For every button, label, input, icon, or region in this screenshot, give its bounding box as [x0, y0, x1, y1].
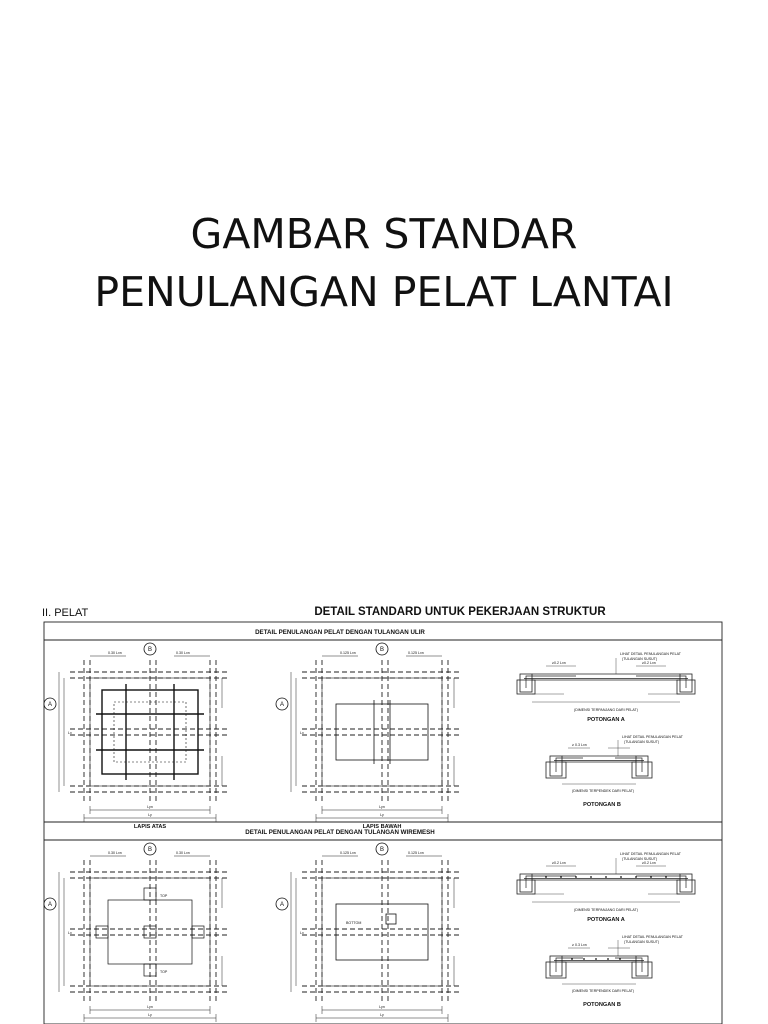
svg-text:B: B [147, 847, 153, 854]
svg-text:B: B [379, 847, 385, 854]
svg-text:0.125 Lxn: 0.125 Lxn [408, 851, 424, 855]
plan-lapis-atas-ulir [44, 643, 230, 830]
svg-text:(TULANGAN SUSUT): (TULANGAN SUSUT) [624, 940, 660, 944]
svg-text:Lyn: Lyn [147, 1005, 153, 1009]
plan-lapis-bawah-wiremesh [276, 843, 462, 1024]
svg-text:(DIMENSI TERPANJANG DARI PELAT: (DIMENSI TERPANJANG DARI PELAT) [574, 908, 638, 912]
svg-text:Lx: Lx [300, 931, 304, 935]
svg-text:A: A [279, 702, 285, 709]
svg-text:Ly: Ly [148, 813, 152, 817]
label-potongan-a: POTONGAN A [587, 717, 625, 723]
svg-text:A: A [279, 902, 285, 909]
svg-text:B: B [379, 647, 385, 654]
svg-text:(TULANGAN SUSUT): (TULANGAN SUSUT) [622, 657, 658, 661]
label-potongan-a: POTONGAN A [587, 917, 625, 923]
section-2-title: DETAIL PENULANGAN PELAT DENGAN TULANGAN WIREMESH [245, 829, 435, 836]
svg-text:0.30 Lxn: 0.30 Lxn [176, 851, 190, 855]
section-b-wiremesh [546, 935, 684, 1008]
drawing-main-title: DETAIL STANDARD UNTUK PEKERJAAN STRUKTUR [314, 606, 606, 618]
svg-text:0.30 Lxn: 0.30 Lxn [108, 651, 122, 655]
plan-lapis-atas-wiremesh [44, 843, 230, 1024]
svg-text:0.125 Lxn: 0.125 Lxn [340, 851, 356, 855]
slide-title [0, 205, 768, 321]
svg-text:Ly: Ly [380, 1013, 384, 1017]
svg-text:(TULANGAN SUSUT): (TULANGAN SUSUT) [622, 857, 658, 861]
svg-text:≥0.2 Lxn: ≥0.2 Lxn [552, 861, 566, 865]
section-a-ulir [517, 652, 695, 723]
label-lapis-bawah: LAPIS BAWAH [362, 824, 402, 830]
slide-title-line-2: PENULANGAN PELAT LANTAI [94, 268, 674, 316]
svg-text:BOTTOM: BOTTOM [346, 921, 362, 925]
svg-text:(DIMENSI TERPENDEK DARI PELAT): (DIMENSI TERPENDEK DARI PELAT) [572, 989, 634, 993]
svg-text:≥0.2 Lxn: ≥0.2 Lxn [642, 661, 656, 665]
svg-text:Ly: Ly [380, 813, 384, 817]
svg-text:≥0.2 Lxn: ≥0.2 Lxn [552, 661, 566, 665]
svg-text:0.30 Lxn: 0.30 Lxn [108, 851, 122, 855]
svg-text:Lyn: Lyn [147, 805, 153, 809]
svg-text:(DIMENSI TERPENDEK DARI PELAT): (DIMENSI TERPENDEK DARI PELAT) [572, 789, 634, 793]
svg-text:Ly: Ly [148, 1013, 152, 1017]
section-label: II. PELAT [42, 607, 89, 619]
svg-text:Lyn: Lyn [379, 1005, 385, 1009]
svg-text:≥ 0.3 Lxn: ≥ 0.3 Lxn [572, 743, 587, 747]
svg-text:(DIMENSI TERPANJANG DARI PELAT: (DIMENSI TERPANJANG DARI PELAT) [574, 708, 638, 712]
structural-drawing [40, 600, 724, 1024]
svg-text:LIHAT DETAIL PENULANGAN PELAT: LIHAT DETAIL PENULANGAN PELAT [622, 935, 683, 939]
svg-text:A: A [47, 902, 53, 909]
svg-text:(TULANGAN SUSUT): (TULANGAN SUSUT) [624, 740, 660, 744]
slide-title-line-1: GAMBAR STANDAR [190, 210, 578, 258]
svg-text:≥0.2 Lxn: ≥0.2 Lxn [642, 861, 656, 865]
svg-text:TOP: TOP [160, 970, 168, 974]
svg-text:Lx: Lx [68, 931, 72, 935]
label-potongan-b: POTONGAN B [583, 802, 621, 808]
svg-text:B: B [147, 647, 153, 654]
svg-text:LIHAT DETAIL PENULANGAN PELAT: LIHAT DETAIL PENULANGAN PELAT [620, 852, 681, 856]
svg-text:Lx: Lx [68, 731, 72, 735]
section-b-ulir [546, 735, 684, 808]
svg-text:0.125 Lxn: 0.125 Lxn [340, 651, 356, 655]
svg-text:LIHAT DETAIL PENULANGAN PELAT: LIHAT DETAIL PENULANGAN PELAT [622, 735, 683, 739]
svg-text:A: A [47, 702, 53, 709]
section-1-title: DETAIL PENULANGAN PELAT DENGAN TULANGAN ULIR [255, 629, 425, 636]
svg-text:0.125 Lxn: 0.125 Lxn [408, 651, 424, 655]
svg-text:≥ 0.3 Lxn: ≥ 0.3 Lxn [572, 943, 587, 947]
svg-text:Lx: Lx [300, 731, 304, 735]
section-a-wiremesh [517, 852, 695, 923]
svg-text:LIHAT DETAIL PENULANGAN PELAT: LIHAT DETAIL PENULANGAN PELAT [620, 652, 681, 656]
label-lapis-atas: LAPIS ATAS [133, 824, 167, 830]
svg-text:0.30 Lxn: 0.30 Lxn [176, 651, 190, 655]
plan-lapis-bawah-ulir [276, 643, 462, 830]
label-potongan-b: POTONGAN B [583, 1002, 621, 1008]
svg-text:Lyn: Lyn [379, 805, 385, 809]
svg-text:TOP: TOP [160, 894, 168, 898]
